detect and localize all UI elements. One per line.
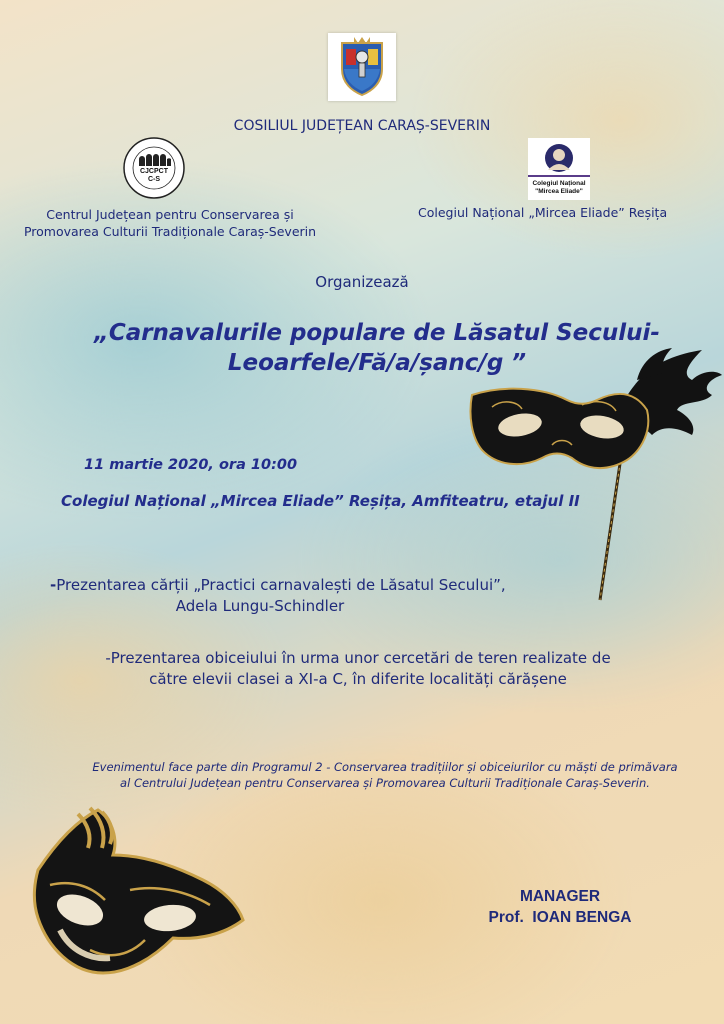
right-partner-name: Colegiul Național „Mircea Eliade” Reșița [418, 205, 668, 220]
event-venue: Colegiul Național „Mircea Eliade” Reșița, Amfiteatru, etajul II [61, 492, 580, 510]
program-item-2-line1: -Prezentarea obiceiului în urma unor cercetări de teren realizate de [105, 649, 611, 667]
left-partner-name [0, 206, 340, 240]
cjcpct-logo [122, 136, 186, 200]
left-partner-line1: Centrul Județean pentru Conservarea și [46, 207, 294, 222]
program-item-2-line2: către elevii clasei a XI-a C, în diferite localități cărășene [149, 670, 567, 688]
county-coat-of-arms-icon [328, 33, 396, 101]
venetian-mask-image [30, 800, 250, 985]
event-note [50, 759, 720, 791]
signature-name: Prof. IOAN BENGA [488, 909, 632, 926]
event-note-line1: Evenimentul face parte din Programul 2 - Conservarea tradițiilor și obiceiurilor cu măști de primăvara [92, 760, 678, 774]
event-note-line2: al Centrului Județean pentru Conservarea și Promovarea Culturii Tradiționale Caraș-Severin. [120, 776, 650, 790]
masquerade-mask-on-stick-image [462, 345, 724, 605]
event-title-line2: Leoarfele/Fă/a/șanc/g ” [227, 350, 527, 376]
colegiu-logo-text: Colegiul Național "Mircea Eliade" [532, 180, 586, 195]
program-item-1-prefix: - [50, 576, 57, 594]
event-datetime: 11 martie 2020, ora 10:00 [84, 457, 298, 473]
council-name: COSILIUL JUDEȚEAN CARAȘ-SEVERIN [233, 118, 491, 134]
colegiu-logo [528, 138, 590, 200]
program-item-1 [50, 575, 610, 617]
cjcpct-logo-text: CJCPCT C-S [139, 168, 168, 183]
program-item-1-line2: Adela Lungu-Schindler [175, 597, 345, 615]
event-title-line1: „Carnavalurile populare de Lăsatul Secului- [94, 320, 660, 346]
left-partner-line2: Promovarea Culturii Tradiționale Caraș-Severin [23, 224, 317, 239]
signature-block [460, 886, 660, 928]
program-item-1-line1: Prezentarea cărții „Practici carnavalești de Lăsatul Secului”, [56, 576, 506, 594]
signature-role: MANAGER [519, 888, 601, 905]
organizes-label: Organizează [315, 273, 409, 291]
program-item-2 [40, 648, 676, 690]
